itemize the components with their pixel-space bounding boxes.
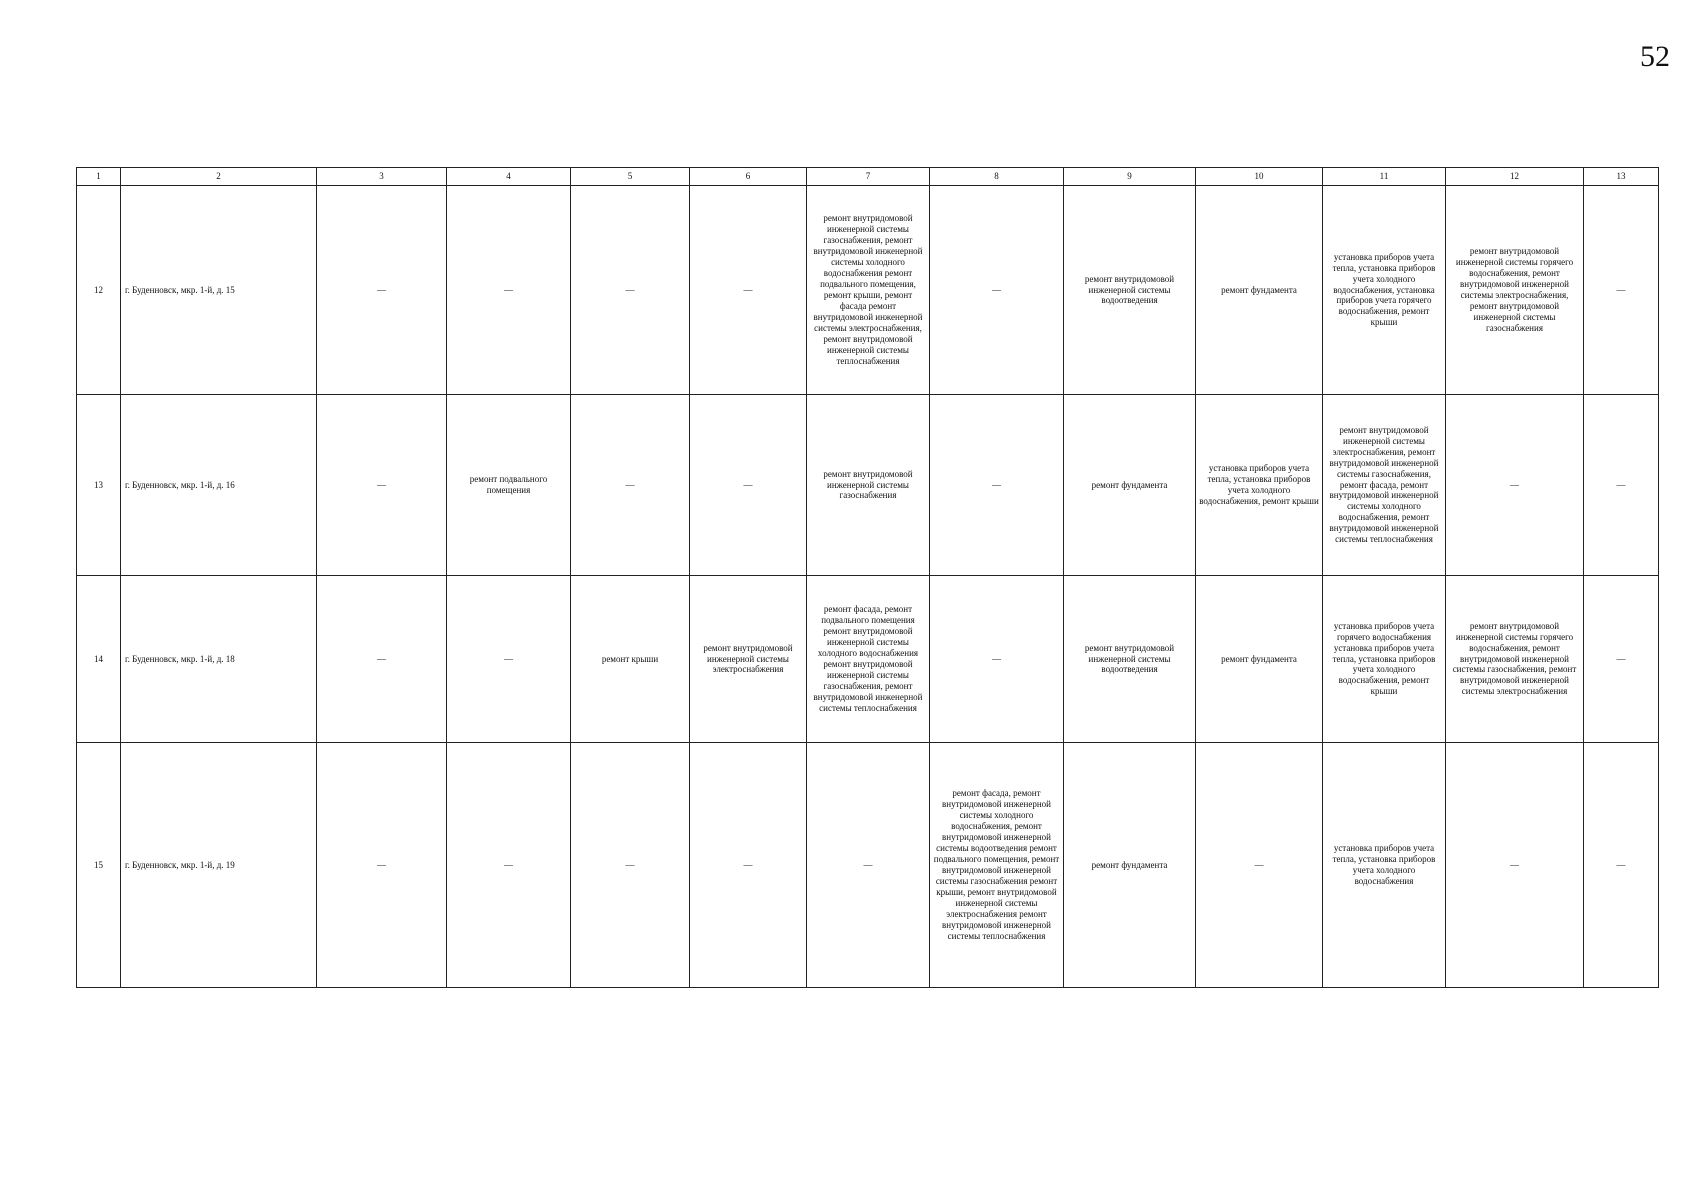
header-row [77, 168, 1659, 186]
cell-col-9: ремонт фундамента [1064, 395, 1196, 576]
cell-col-4: — [447, 186, 571, 395]
row-number: 14 [77, 576, 121, 743]
col-header-2: 2 [121, 168, 317, 186]
row-number: 15 [77, 743, 121, 988]
col-header-8: 8 [930, 168, 1064, 186]
cell-col-11: ремонт внутридомовой инженерной системы электроснабжения, ремонт внутридомовой инженерной системы газоснабжения, ремонт фасада, ремонт внутридомовой инженерной системы холодного водоснабжения, ремонт внутридомовой инженерной системы теплоснабжения [1323, 395, 1446, 576]
cell-col-5: — [571, 186, 690, 395]
cell-col-7: — [807, 743, 930, 988]
cell-col-11: установка приборов учета тепла, установка приборов учета холодного водоснабжения [1323, 743, 1446, 988]
col-header-1: 1 [77, 168, 121, 186]
cell-col-12: ремонт внутридомовой инженерной системы горячего водоснабжения, ремонт внутридомовой инженерной системы электроснабжения, ремонт внутридомовой инженерной системы газоснабжения [1446, 186, 1584, 395]
col-header-3: 3 [317, 168, 447, 186]
cell-col-5: — [571, 395, 690, 576]
cell-col-11: установка приборов учета горячего водоснабжения установка приборов учета тепла, установка приборов учета холодного водоснабжения, ремонт крыши [1323, 576, 1446, 743]
cell-col-10: установка приборов учета тепла, установка приборов учета холодного водоснабжения, ремонт крыши [1196, 395, 1323, 576]
col-header-6: 6 [690, 168, 807, 186]
cell-col-13: — [1584, 576, 1659, 743]
row-number: 12 [77, 186, 121, 395]
cell-col-6: — [690, 743, 807, 988]
cell-col-10: ремонт фундамента [1196, 576, 1323, 743]
cell-col-4: — [447, 576, 571, 743]
cell-col-3: — [317, 186, 447, 395]
cell-col-4: ремонт подвального помещения [447, 395, 571, 576]
cell-col-12: — [1446, 743, 1584, 988]
cell-col-5: — [571, 743, 690, 988]
cell-col-4: — [447, 743, 571, 988]
col-header-5: 5 [571, 168, 690, 186]
cell-col-7: ремонт внутридомовой инженерной системы газоснабжения [807, 395, 930, 576]
cell-col-13: — [1584, 186, 1659, 395]
address-cell: г. Буденновск, мкр. 1-й, д. 16 [121, 395, 317, 576]
cell-col-8: — [930, 186, 1064, 395]
cell-col-6: — [690, 395, 807, 576]
table-row [77, 395, 1659, 576]
cell-col-8: — [930, 395, 1064, 576]
col-header-7: 7 [807, 168, 930, 186]
cell-col-3: — [317, 743, 447, 988]
cell-col-3: — [317, 576, 447, 743]
cell-col-10: — [1196, 743, 1323, 988]
cell-col-12: ремонт внутридомовой инженерной системы горячего водоснабжения, ремонт внутридомовой инженерной системы газоснабжения, ремонт внутридомовой инженерной системы электроснабжения [1446, 576, 1584, 743]
table-row [77, 186, 1659, 395]
col-header-4: 4 [447, 168, 571, 186]
cell-col-5: ремонт крыши [571, 576, 690, 743]
cell-col-3: — [317, 395, 447, 576]
cell-col-13: — [1584, 395, 1659, 576]
cell-col-9: ремонт внутридомовой инженерной системы водоотведения [1064, 576, 1196, 743]
address-cell: г. Буденновск, мкр. 1-й, д. 15 [121, 186, 317, 395]
col-header-10: 10 [1196, 168, 1323, 186]
cell-col-8: ремонт фасада, ремонт внутридомовой инженерной системы холодного водоснабжения, ремонт внутридомовой инженерной системы водоотведения ремонт подвального помещения, ремонт внутридомовой инженерной системы газоснабжения ремонт крыши, ремонт внутридомовой инженерной системы электроснабжения ремонт внутридомовой инженерной системы теплоснабжения [930, 743, 1064, 988]
cell-col-6: — [690, 186, 807, 395]
col-header-9: 9 [1064, 168, 1196, 186]
address-cell: г. Буденновск, мкр. 1-й, д. 18 [121, 576, 317, 743]
cell-col-13: — [1584, 743, 1659, 988]
cell-col-10: ремонт фундамента [1196, 186, 1323, 395]
cell-col-7: ремонт фасада, ремонт подвального помещения ремонт внутридомовой инженерной системы холодного водоснабжения ремонт внутридомовой инженерной системы газоснабжения, ремонт внутридомовой инженерной системы теплоснабжения [807, 576, 930, 743]
col-header-13: 13 [1584, 168, 1659, 186]
page-number: 52 [1640, 40, 1670, 73]
cell-col-8: — [930, 576, 1064, 743]
cell-col-9: ремонт фундамента [1064, 743, 1196, 988]
col-header-11: 11 [1323, 168, 1446, 186]
cell-col-9: ремонт внутридомовой инженерной системы водоотведения [1064, 186, 1196, 395]
row-number: 13 [77, 395, 121, 576]
table-row [77, 576, 1659, 743]
cell-col-7: ремонт внутридомовой инженерной системы газоснабжения, ремонт внутридомовой инженерной системы холодного водоснабжения ремонт подвального помещения, ремонт крыши, ремонт фасада ремонт внутридомовой инженерной системы электроснабжения, ремонт внутридомовой инженерной системы теплоснабжения [807, 186, 930, 395]
cell-col-11: установка приборов учета тепла, установка приборов учета холодного водоснабжения, установка приборов учета горячего водоснабжения, ремонт крыши [1323, 186, 1446, 395]
cell-col-6: ремонт внутридомовой инженерной системы электроснабжения [690, 576, 807, 743]
repair-schedule-table [76, 167, 1659, 988]
address-cell: г. Буденновск, мкр. 1-й, д. 19 [121, 743, 317, 988]
cell-col-12: — [1446, 395, 1584, 576]
col-header-12: 12 [1446, 168, 1584, 186]
table-row [77, 743, 1659, 988]
